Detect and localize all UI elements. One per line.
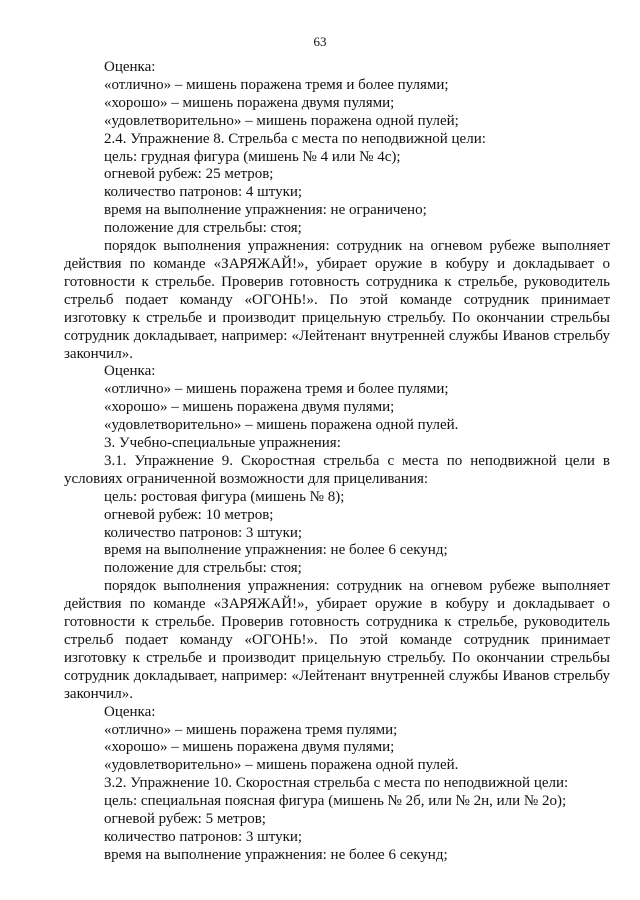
exercise-10-range: огневой рубеж: 5 метров; xyxy=(104,811,266,828)
exercise-8-target: цель: грудная фигура (мишень № 4 или № 4с); xyxy=(104,148,401,165)
exercise-10-heading: 3.2. Упражнение 10. Скоростная стрельба с места по неподвижной цели: xyxy=(104,775,569,792)
rating-title: Оценка: xyxy=(104,59,156,75)
section-3-heading: 3. Учебно-специальные упражнения: xyxy=(104,435,341,452)
rating-excellent: «отлично» – мишень поражена тремя и более пулями; xyxy=(104,381,449,398)
exercise-8-rounds: количество патронов: 4 штуки; xyxy=(104,184,303,201)
exercise-8-procedure: порядок выполнения упражнения: сотрудник на огневом рубеже выполняет действия по команде «ЗАРЯЖАЙ!», убирает оружие в кобуру и докладывает о готовности к стрельбе. Проверив готовность сотрудника к стрельбе, руководитель стрельб подает команду «ОГОНЬ!». По этой команде сотрудник принимает изготовку к стрельбе и производит прицельную стрельбу. По окончании стрельбы сотрудник докладывает, например: «Лейтенант внутренней службы Иванов стрельбу закончил». xyxy=(64,238,610,362)
rating-satisfactory: «удовлетворительно» – мишень поражена одной пулей. xyxy=(104,417,459,434)
page-number: 63 xyxy=(313,34,327,49)
exercise-8-range: огневой рубеж: 25 метров; xyxy=(104,166,274,183)
rating-excellent: «отлично» – мишень поражена тремя пулями; xyxy=(104,721,398,738)
rating-title: Оценка: xyxy=(104,363,156,380)
exercise-8-position: положение для стрельбы: стоя; xyxy=(104,220,302,237)
exercise-9-heading: 3.1. Упражнение 9. Скоростная стрельба с места по неподвижной цели в условиях ограниченной возможности для прицеливания: xyxy=(64,452,610,487)
rating-title: Оценка: xyxy=(104,703,156,720)
exercise-9-target: цель: ростовая фигура (мишень № 8); xyxy=(104,488,345,505)
exercise-10-target: цель: специальная поясная фигура (мишень № 2б, или № 2н, или № 2о); xyxy=(104,793,567,810)
rating-satisfactory: «удовлетворительно» – мишень поражена одной пулей; xyxy=(104,112,459,129)
exercise-9-time: время на выполнение упражнения: не более 6 секунд; xyxy=(104,542,448,559)
exercise-9-range: огневой рубеж: 10 метров; xyxy=(104,506,274,523)
exercise-9-rounds: количество патронов: 3 штуки; xyxy=(104,524,303,541)
exercise-10-rounds: количество патронов: 3 штуки; xyxy=(104,828,303,845)
exercise-8-time: время на выполнение упражнения: не ограничено; xyxy=(104,202,427,219)
rating-good: «хорошо» – мишень поражена двумя пулями; xyxy=(104,399,395,416)
exercise-10-time: время на выполнение упражнения: не более 6 секунд; xyxy=(104,846,448,863)
rating-good: «хорошо» – мишень поражена двумя пулями; xyxy=(104,739,395,756)
document-body xyxy=(64,59,610,865)
rating-good: «хорошо» – мишень поражена двумя пулями; xyxy=(104,94,395,111)
exercise-9-procedure: порядок выполнения упражнения: сотрудник на огневом рубеже выполняет действия по команде «ЗАРЯЖАЙ!», убирает оружие в кобуру и докладывает о готовности к стрельбе. Проверив готовность сотрудника к стрельбе, руководитель стрельб подает команду «ОГОНЬ!». По этой команде сотрудник принимает изготовку к стрельбе и производит прицельную стрельбу. По окончании стрельбы сотрудник докладывает, например: «Лейтенант внутренней службы Иванов стрельбу закончил». xyxy=(64,578,610,702)
exercise-8-heading: 2.4. Упражнение 8. Стрельба с места по неподвижной цели: xyxy=(104,130,486,147)
exercise-9-position: положение для стрельбы: стоя; xyxy=(104,560,302,577)
rating-excellent: «отлично» – мишень поражена тремя и более пулями; xyxy=(104,76,449,93)
rating-satisfactory: «удовлетворительно» – мишень поражена одной пулей. xyxy=(104,757,459,774)
